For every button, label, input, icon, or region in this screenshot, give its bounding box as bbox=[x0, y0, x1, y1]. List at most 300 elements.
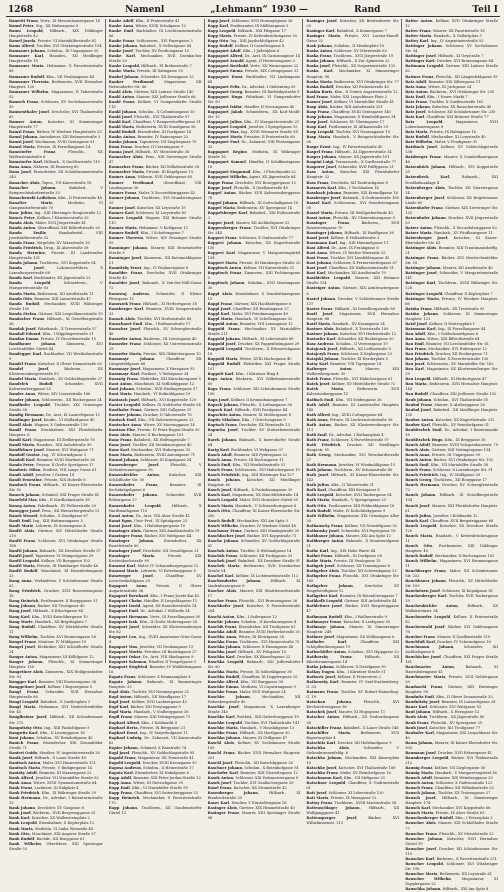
directory-entry: Rausch Josef, Hilfsarb., XI Simmeringer Hauptstr. 174 bbox=[405, 796, 498, 806]
directory-entry: Ratzenberger Josef, Schlosser, XX Brigittenauer Lände 60 bbox=[405, 195, 498, 205]
directory-entry: Raschel Karl, Kellner, IX Lichtensteinstraße 112 bbox=[207, 574, 299, 579]
directory-entry: Rappold Josef, Drucker, XX Pappenheimgasse 29 bbox=[207, 342, 300, 346]
directory-entry: Rauchfuß Karl, Drucker, IV Schwindgasse 16 bbox=[405, 639, 491, 644]
directory-entry: Ratzer Anton, Fleischh., X Siccardsburggasse 82 bbox=[405, 225, 497, 230]
directory-entry: Ramel Josefa, Private, VI Mariahilferstraße 61 bbox=[9, 39, 97, 44]
directory-entry: Raschner Johann, Schuhm., X Rotenhofgasse 81 bbox=[207, 765, 299, 770]
directory-entry: Rantsch Emil, Kfm., VII Siebensterngasse 22 bbox=[108, 417, 194, 422]
directory-entry: Rathei Franz, Hilfsarb., XI Dorfgasse 60 bbox=[306, 553, 382, 558]
directory-entry: Rank Maria, Modistin, VI Linke Wienzeile 48 bbox=[9, 826, 94, 831]
directory-entry: Rath Wilhelm, Magazineur, XIX Grinzinger Allee 30 bbox=[306, 513, 400, 523]
directory-entry: Randegger Karl, Buchhalter, VII Westbahnstraße 9 bbox=[9, 352, 103, 362]
directory-entry: Ranacher Alois, Tapez., VII Kaiserstraße 18 bbox=[9, 180, 92, 185]
directory-entry: Raspe Ernst, Ing., IV Favoritenstraße 40 bbox=[306, 145, 383, 150]
directory-entry: Ranseder Maria, Private, XIX Obkirchergasse 10 bbox=[108, 352, 201, 357]
directory-entry: Ranner Leopold, Wagner, XXI Brünner Straße 110 bbox=[108, 215, 202, 225]
directory-entry: Rasel Franz, Kutscher, XX Stromstraße 43 bbox=[207, 786, 287, 791]
directory-entry: Rann Franz, Drucker, II Czerningasse 9 bbox=[108, 145, 184, 150]
directory-entry: Rassbach Johann, Beamter, XIX Kreindlgasse 16 bbox=[306, 190, 398, 195]
directory-entry: Rath Karl, Chauffeur, XXI Kretzgasse 6 bbox=[306, 488, 380, 493]
directory-entry: Randeleh Rudolf, Schneider, XVII Kalvarienberggasse 33 bbox=[9, 382, 103, 392]
directory-entry: Rapatz Franz, Schlosser, X Reumannplatz 8 bbox=[108, 675, 191, 680]
directory-entry: Rattinger Johann, Schlosser, XV Sechshauser Str. 54 bbox=[405, 44, 498, 54]
directory-entry: Ratkay Eugen, Kfm., I Kärntner Straße 51 bbox=[306, 670, 386, 675]
directory-entry: Rangl Leopold, Bahnbed., X Quellenplatz 3 bbox=[9, 700, 91, 705]
directory-entry: Raska Franz, Tischlerm., XVII Jörgerstraße 19 bbox=[306, 54, 394, 59]
directory-entry: Rasteiger Anton, Gärtner, XIX Armbrustergasse 8 bbox=[306, 286, 400, 296]
directory-entry: Rassinger Johann, Hilfsarb., XI Hauffgasse 36 bbox=[306, 230, 394, 235]
directory-entry: Raser Karl, Drucker, V Einsiedlergasse 18 bbox=[207, 801, 287, 806]
directory-entry: Ratzmann Karl, Ing., IX Porzellangasse 44 bbox=[405, 326, 486, 331]
directory-entry: Ratajczak Josef, Hilfsarb., XX Leithastraße 8 bbox=[306, 347, 391, 352]
directory-entry: Raschbacher Josef, Bäcker, XVI Koppstraße 71 bbox=[207, 533, 297, 538]
directory-entry: Rau Josef, Schlosserm., XV Mariahilfer Str. 162 bbox=[405, 362, 494, 367]
directory-entry: Ramsl Maria, Private, IX Porzellangasse 14 bbox=[9, 145, 91, 150]
directory-entry: Ratzesberger Josef, Kutscher, XI Kaiser-Ebersdorfer Str. 61 bbox=[405, 236, 498, 246]
directory-entry: Raschka Adolf, Beamter, XVIII Herbeckstraße 20 bbox=[207, 629, 300, 634]
directory-entry: Ratay Karl, Beamter, VIII Tigergasse 14 bbox=[306, 362, 382, 367]
directory-entry: Ranthaler Franz, Gärtner, XIII Gallgasse 31 bbox=[108, 407, 192, 412]
directory-entry: Rappaport Max, Ing., XVIII Weimarer Straße 58 bbox=[207, 130, 298, 135]
directory-entry: Ranizky Adolf, Beamter, III Marxergasse 22 bbox=[9, 770, 92, 775]
directory-entry: Ranner Rudolf, Kfm., I Schottengasse 7 bbox=[108, 230, 184, 235]
directory-entry: Raunig Franz, Kellner, VII Zieglergasse 56 bbox=[405, 765, 486, 770]
directory-entry: Ranzenhofer Johann, Schneider, XVII Rötzergasse 27 bbox=[108, 493, 202, 503]
directory-entry: Ranscher Josef, Fleischh., XV Schweglerstraße 46 bbox=[108, 326, 202, 336]
directory-entry: Ratz Adolf, Beamter, XIX Silbergasse 11 bbox=[405, 79, 481, 84]
directory-entry: Ratscher Anton, Hilfsarb., XX Gerhardusgasse 28 bbox=[306, 715, 400, 725]
directory-entry: Raschl Josef, Fleischh., XII Ratschkygasse 26 bbox=[207, 760, 293, 765]
directory-entry: Ranftl Josef, Tapezierer, VI Stumpergasse 29 bbox=[9, 553, 94, 558]
directory-entry: Rasporer Josef, Schneider, XVII Palffygasse 21 bbox=[306, 165, 394, 170]
directory-entry: Rast Anna, Witwe, IV Rechte Wienzeile 25 bbox=[306, 251, 386, 256]
directory-entry: Ratzinger Alois, Beamter, XIII Trauttmansdorffg. 21 bbox=[405, 246, 498, 256]
directory-entry: Ranke Adolf, Kfm., II Praterstraße 41 bbox=[108, 19, 180, 23]
directory-entry: Rastner Johann, Kutscher, XVI Herbststraße 12 bbox=[306, 331, 397, 336]
directory-entry: Rarek Johann, Bahnarb., X Inzersdorfer Straße 64 bbox=[207, 437, 301, 447]
directory-entry: Rasper Johann, Maurer, XX Jägerstraße 101 bbox=[306, 155, 390, 160]
directory-entry: Raschka Anna, Witwe, III Kleistgasse 28 bbox=[207, 634, 285, 639]
directory-entry: Ratschka Johann, Mechaniker, XXI Kinzerplatz 10 bbox=[306, 755, 400, 765]
directory-entry: Ranftl Maria, Private, III Hainburger Straße 46 bbox=[9, 564, 99, 569]
directory-entry: Rank Wilhelm, Oberlehrer, XIII Speisinger Straße 53 bbox=[9, 841, 103, 851]
directory-entry: Ratschitz Karl, Drucker, XII Hufelandgasse 9 bbox=[306, 740, 392, 745]
directory-entry: Rapaport Anna, Private, II Obere Augartenstraße 36 bbox=[108, 584, 202, 594]
directory-entry: Rattey Karl, Ing., IV Argentinierstraße 55 bbox=[405, 39, 484, 44]
directory-entry: Rasch Adolf, Beamter, XIX Pyrkergasse 22 bbox=[207, 453, 288, 458]
directory-entry: Raumann Josef, Drucker, XVII Rötzergasse 41 bbox=[405, 750, 493, 755]
directory-entry: Rattinger Josef, Hilfsarb., XI Geystraße 7 bbox=[405, 54, 484, 59]
directory-entry: Ratz Leopold, Magazineur, XVII Lobenhauerngasse 9 bbox=[405, 119, 498, 129]
directory-entry: Rappert Franz, Schlosser, X Gudrunstraße 77 bbox=[207, 236, 294, 241]
directory-entry: Rastorfer Karl, Schneider, XII Ruckergasse 50 bbox=[306, 336, 394, 341]
directory-entry: Raschl Alois, Kellner, XV Sechshauser Straße 100 bbox=[207, 740, 301, 750]
directory-entry: Rattinger Karl, Drucker, XVI Brunnengasse 84 bbox=[405, 59, 494, 64]
directory-entry: Rang Wilhelm, Tischler, XVI Brunnengasse 58 bbox=[9, 634, 96, 639]
directory-entry: Rasp Leopold, Tischler, XVI Nauseagasse 10 bbox=[306, 130, 390, 135]
directory-entry: Raska Rudolf, Drucker, XII Eichenstraße 43 bbox=[306, 84, 389, 89]
directory-entry: Rasinger Karl, Bahnbed., X Kennergasse 7 bbox=[306, 29, 387, 34]
directory-entry: Ransmayr Karl, Postbed., V Wehrgasse 24 bbox=[108, 372, 189, 377]
directory-entry: Raps Franz, Schlosser, XII Schönbrunner Straße 190 bbox=[207, 387, 301, 397]
directory-entry: Ramsauer Rudolf, Kfm., VII Neubaugasse 44 bbox=[9, 74, 95, 79]
directory-entry: Randl Karl, Magazineur, III Erdbergstraße 78 bbox=[9, 437, 95, 442]
directory-entry: Rappold Johann, Hilfsarb., XI Leberstraße 68 bbox=[207, 336, 294, 341]
directory-entry: Ratz Maria, Private, IX Hahngasse 16 bbox=[405, 130, 477, 135]
directory-entry: Ranner Josef, Kutscher, XX Leystraße 19 bbox=[108, 205, 186, 210]
directory-entry: Rathauscky Franz, Kellner, VII Neustiftgasse 92 bbox=[306, 523, 398, 528]
directory-entry: Ranzenberger Josef, Fleischh., V Siebenbrunnengasse 58 bbox=[108, 463, 202, 473]
directory-entry: Ranz Maria, Bedienerin, XVIII Antonigasse 71 bbox=[108, 453, 196, 458]
directory-entry: Rant Maria, Handarb., VI Hofmühlgasse 19 bbox=[108, 392, 191, 397]
directory-entry: Rasek Anton, Schlosser, XXI Holzmeistergasse 8 bbox=[207, 776, 299, 781]
directory-entry: Raphael Ernst, Ing., IV Mayerhofgasse 11 bbox=[108, 730, 188, 735]
directory-entry: Rappl Karl, Maler, XVI Friedmanngasse 49 bbox=[207, 311, 289, 316]
directory-entry: Rauch Emil, Kfm., VII Mariahilfer Straße 58 bbox=[405, 463, 489, 468]
directory-entry: Ranzi Josef, Kfm., I Habsburgergasse 10 bbox=[108, 523, 185, 528]
directory-entry: Rast Karl, Mechaniker, XII Arndtstraße 79 bbox=[306, 271, 386, 276]
directory-entry: Rassi Anton, Fleischh., XV Clementinengasse 9 bbox=[306, 215, 395, 220]
directory-entry: Rant Anton, Maschinist, XI Sedlitzkygasse 12 bbox=[108, 382, 195, 387]
directory-entry: Rathofer Karl, Chauffeur, XXI Schöpfleuthnergasse 19 bbox=[306, 639, 400, 649]
directory-entry: Ranna Josef, Hilfsarb., XV Meiselstraße 38 bbox=[108, 150, 190, 155]
directory-entry: Ranc Julius, Ing., XIII Hietzinger Hauptstraße 12 bbox=[9, 210, 102, 215]
directory-entry: Rancic Peter, Kellner, I Kärntnerstraße 29 bbox=[9, 215, 89, 220]
directory-entry: Ranker Ferdinand, Magazineur, XII Hetzendorfer Str. 86 bbox=[108, 79, 202, 89]
part-label: Teil I bbox=[472, 5, 498, 15]
directory-entry: Rappl Maria, Handarb., IV Schelleingasse 32 bbox=[207, 316, 293, 321]
directory-entry: Rauber Karl, Fleischh., XV Reindorfgasse 31 bbox=[405, 422, 490, 427]
directory-entry: Rangl Franz, Schneider, XVII Hernalser Hauptstraße 66 bbox=[9, 690, 103, 700]
directory-entry: Rasinger Josef, Kutscher, XII Breitenfurter Str. 20 bbox=[306, 19, 400, 29]
directory-entry: Rasch Anna, Private, III Rochusgasse 11 bbox=[207, 458, 284, 463]
directory-entry: Rani Johann, Schuhm., XV Reindorfgasse 40 bbox=[9, 735, 93, 740]
directory-entry: Rappaport Hugo, Fabrikant, VI Gumpendorfer Str. 50 bbox=[207, 94, 301, 104]
directory-entry: Rankl Alois, Gärtner, XIII Lainzer Straße 140 bbox=[108, 89, 194, 94]
directory-entry: Rappaport Jakob, Schneiderm., XX Karl-Meißl-Str. 13 bbox=[207, 109, 301, 119]
directory-entry: Rascher Alois, Maurer, XXI Shuttleworthstraße 17 bbox=[207, 589, 301, 599]
directory-entry: Rannacher Franz, Bäcker, XII Wilhelmstraße 28 bbox=[108, 165, 200, 170]
directory-entry: Rapf Maria, Handarb., V Stolberggasse 36 bbox=[108, 710, 189, 715]
directory-page bbox=[6, 4, 500, 892]
column-2 bbox=[105, 19, 204, 816]
directory-entry: Rasp Johann, Magazineur, X Humboldtgasse 34 bbox=[306, 114, 396, 119]
directory-entry: Ranoszek Franz, Hilfsarb., XI Herbortgasse 18 bbox=[108, 301, 197, 306]
directory-entry: Ranftl Johann, Bahnarb., XX Dresdner Straße 57 bbox=[9, 548, 101, 553]
directory-entry: Ranek Wenzel, Schuhm., X Davidgasse 67 bbox=[9, 513, 89, 518]
directory-entry: Ratschke Josef, Kutscher, XVI Thaliastraße 188 bbox=[306, 765, 396, 770]
column-5 bbox=[401, 19, 500, 892]
directory-entry: Randa Anton, Oberoffizial, XIX Billrothstraße 28 bbox=[9, 225, 100, 230]
directory-entry: Ratzenhofer Franz, Gärtner, XIX Sieveringer Str. 132 bbox=[405, 205, 498, 215]
directory-entry: Ramsl Johann, Amtsdiener, XXI Brünnerstraße 3 bbox=[9, 135, 101, 140]
directory-entry: Rapper Josef, Maurer, XII Aichholzgasse 52 bbox=[207, 220, 290, 225]
directory-entry: Rank Alfred, Juwelier, VII Mariahilfer Straße 82 bbox=[9, 776, 99, 781]
directory-entry: Ransch Alois, Tischler, XVI Herbststraße 88 bbox=[108, 316, 192, 321]
directory-entry: Raudnitz Emil, Kfm., II Obere Donaustraße 33 bbox=[405, 695, 493, 700]
directory-entry: Rastel Johann, Drucker, V Schönbrunner Straße 137 bbox=[306, 296, 400, 306]
directory-entry: Rangwitz Karl, Kfm., II Lessinggasse 16 bbox=[9, 730, 85, 735]
directory-entry: Ranz Karl, Mechaniker, XVI Hubergasse 33 bbox=[108, 447, 191, 452]
directory-entry: Raphael Alfred, Kfm., I Kohlmarkt 8 bbox=[108, 720, 178, 725]
directory-entry: Rapp Otto, Ing., XIII Jagdschloßgasse 42 bbox=[207, 39, 284, 44]
directory-entry: Rausch Adolf, Beamter, XIX Weinberggasse 30 bbox=[405, 776, 493, 781]
directory-entry: Rath Josef, Hilfsarb., XI Kaiser-Ebersdorfer Str. 143 bbox=[306, 473, 400, 483]
directory-entry: Rank Josef, Bäckerm., XVII Bergsteiggasse 25 bbox=[9, 811, 96, 816]
directory-entry: Raschko Johann, Maurer, XI Grillgasse 47 bbox=[207, 735, 288, 740]
directory-entry: Raschek Maria, Bedienerin, XVII Dornbacher Straße 54 bbox=[207, 564, 301, 574]
directory-entry: Rapaport Max, Juwelier, VII Neubaugasse 19 bbox=[108, 644, 194, 649]
directory-entry: Ratt Maria, Private, IX Wasagasse 12 bbox=[306, 796, 377, 801]
directory-entry: Randa Friedrich, Drog., IX Alserstraße 39 bbox=[9, 246, 89, 251]
directory-entry: Rassl Josef, Kellner, II Hollandstraße 3 bbox=[306, 236, 380, 241]
section-right: Rand bbox=[354, 5, 381, 15]
directory-entry: Randa Emilie, Handarbeitsl., VIII Josefstädterstraße 52 bbox=[9, 230, 103, 241]
directory-entry: Rauch Otto, Postbeamter, XIX Döblinger Hauptstr. 40 bbox=[405, 543, 498, 553]
directory-entry: Rappel Johann, Hilfsarb., XI Gottschalkgasse 10 bbox=[207, 200, 299, 205]
directory-entry: Rasche Johann, Schneider, XV Goldschlagstraße 61 bbox=[207, 538, 301, 548]
directory-entry: Ratz Emil, Kfm., I Neuer Markt 7 bbox=[405, 94, 468, 99]
directory-entry: Ranner Theresia, Witwe, XIV Penzinger Straße 55 bbox=[108, 236, 202, 246]
directory-entry: Rappaport Felix, Dr., Advokat, I Stubenring 20 bbox=[207, 84, 296, 89]
directory-entry: Rathgeber Franz, Fleischh., XVI Ottakringer Str. 160 bbox=[306, 574, 400, 584]
directory-entry: Rasch Josef, Hilfsarb., X Puchsbaumgasse 30 bbox=[207, 488, 293, 493]
directory-entry: Rankl Rudolf, Eisendreher, XI Dorfgasse 14 bbox=[108, 130, 192, 135]
directory-entry: Ratka Johann, Schlosser, X Davidgasse 90 bbox=[306, 665, 386, 669]
directory-entry: Raucheisen Josef, Schlosser, XI Kopalgasse 61 bbox=[405, 589, 494, 594]
directory-entry: Rapucha Josef, Tischler, XV Stutterheimstraße 24 bbox=[207, 427, 301, 437]
directory-entry: Raptsch Franz, Drechsler, XX Wexstraße 13 bbox=[207, 422, 290, 427]
directory-entry: Ratschka Alois, Schneider, V Siebenbrunnenfeldg. 6 bbox=[306, 745, 400, 755]
directory-entry: Rapp Rudolf, Kellner, II Castellezgasse 8 bbox=[207, 44, 285, 49]
directory-entry: Rass Anton, Kutscher, XXI Floridsdorfer Hauptstr. 32 bbox=[306, 170, 400, 180]
directory-entry: Ranieri Guido, Musiker, IV Argentinierstraße 28 bbox=[9, 750, 100, 755]
directory-entry: Rannacher Alois, Pens., XIX Sieveringer Straße 47 bbox=[108, 155, 202, 165]
directory-entry: Rapp Maria, Private, IV Kettenbrückengasse 20 bbox=[207, 34, 297, 39]
directory-entry: Rana Anna, Näherin, III Rennweg 60 bbox=[9, 165, 79, 170]
directory-entry: Rauh Josef, Kutscher, XII Tivoligasse 77 bbox=[405, 725, 481, 730]
directory-entry: Rastl Maria, Handarb., XV Kranzgasse 24 bbox=[306, 321, 385, 326]
directory-entry: Ranech Johann, Schmied, XXI Prager Straße 45 bbox=[9, 493, 100, 498]
directory-entry: Randt Ernestine, Private, XIX Hofzeile 8 bbox=[9, 478, 86, 483]
directory-entry: Rantscher Anna, Witwe, XV Moeringgasse 14 bbox=[108, 422, 195, 427]
directory-entry: Rappe Franz, Drechsler, XVI Roseggergasse 12 bbox=[207, 180, 296, 185]
directory-entry: Rapotz Karl, Eisendreher, XI Hakelgasse 6 bbox=[108, 770, 189, 775]
directory-entry: Rappaport Adolf, Kfm., I Judenplatz 6 bbox=[207, 49, 280, 54]
directory-entry: Ranner Johann, Tischlerm., XVI Grundsteingasse 35 bbox=[108, 195, 202, 205]
directory-entry: Rau Anna, Witwe, XIX Billrothstraße 64 bbox=[405, 336, 480, 341]
directory-entry: Rappaport Ernst, Buchhalter, VII Lindengasse 48 bbox=[207, 74, 301, 84]
directory-entry: Rasinger Maria, Private, XVI Lorenz-Mandl-Gasse 33 bbox=[306, 34, 400, 44]
directory-entry: Rappold Anton, Beamter, VIII Lenaugasse 12 bbox=[207, 321, 293, 326]
directory-entry: Rauhofer Karl, Magazineur, XXI Leopoldauer Str. 40 bbox=[405, 730, 498, 740]
directory-entry: Rauch Josef, Maurer, XXI Floridsdorfer Hauptstr. 61 bbox=[405, 503, 498, 513]
directory-entry: Rappaport Alfred, Dr., Arzt, IX Garnisongasse 14 bbox=[207, 54, 300, 59]
directory-entry: Ratter Maria, Handarb., X Gellertplatz 3 bbox=[405, 34, 482, 39]
directory-entry: Ratschko Franz, Maler, XV Reindorfgasse 16 bbox=[306, 770, 391, 775]
directory-entry: Rappert Maria, Private, III Hainburger Straße 20 bbox=[207, 261, 301, 266]
directory-entry: Rappe Josef, Fleischh., X Quellenstraße 40 bbox=[207, 185, 288, 190]
directory-entry: Randa Otto, Beamter, XIII Lainzerstraße 47 bbox=[9, 296, 91, 301]
directory-entry: Rath Hermann, Juwelier, VI Windmühlgasse 15 bbox=[306, 463, 396, 468]
directory-entry: Rausch Johann, Tischler, XX Traisengasse 27 bbox=[405, 791, 491, 796]
directory-entry: Rappaport Georg, Beamter, III Radetzkystraße 9 bbox=[207, 89, 300, 94]
directory-entry: Rametti Franz, Vertr., XI Messenhausergasse 14 bbox=[9, 19, 100, 23]
directory-entry: Rangnitzky Otto, Ing., XIII Fasholdgasse 9 bbox=[9, 725, 90, 730]
directory-entry: Ranftl Rudolf, Maschinist, XI Hasenleitengasse 23 bbox=[9, 569, 103, 579]
directory-entry: Rando Peter, Friseur, II Große Sperlgasse 17 bbox=[9, 463, 94, 468]
directory-entry: Ransberger Karl, Beamter, XVIII Semperstraße 33 bbox=[108, 306, 202, 316]
directory-entry: Rappl Alois, Eisenbahner, X Sonnleithnergasse 15 bbox=[207, 291, 301, 301]
directory-entry: Rauber Anton, Kutscher, XX Engerthstraße 212 bbox=[405, 417, 495, 422]
directory-entry: Raschke Leopold, Tischler, XVI Thaliastraße 141 bbox=[207, 720, 300, 725]
directory-entry: Rappaport Emma, Private, XIX Cottagegasse 31 bbox=[207, 69, 299, 74]
directory-entry: Rapschitz Anton, Maurer, XI Molitorgasse 8 bbox=[207, 412, 291, 417]
directory-entry: Rapaport Isak, Kfm., II Große Mohrengasse 28 bbox=[108, 619, 198, 624]
directory-entry: Rangger Karl, Beamter, VIII Piaristengasse 36 bbox=[9, 680, 97, 685]
directory-entry: Ranseder Anton, Bäckerm., III Löwengasse 40 bbox=[108, 336, 197, 341]
directory-entry: Rausch Anton, Schlosser, X Gudrunstraße 123 bbox=[405, 781, 493, 786]
directory-entry: Rath Johann, Tischlerm., XV Schanzstraße 40 bbox=[306, 468, 393, 473]
directory-entry: Randa Karl, Buchbinder, XX Jägerstraße 22 bbox=[9, 276, 91, 281]
directory-entry: Rappaport Paul, Dr., Zahnarzt, VIII Florianigasse 33 bbox=[207, 140, 301, 150]
directory-entry: Randoll Karl, Beamter, XVIII Martinstraße 26 bbox=[9, 458, 95, 463]
directory-entry: Randacher Franz, Hilfsarb., XI Geiselbergstraße 36 bbox=[9, 316, 103, 326]
directory-entry: Ranke Karl, Mechaniker, XVII Dornbacher Straße 29 bbox=[108, 54, 202, 64]
directory-entry: Ratschmann Karl, Kfm., VII Stiftgasse 21 bbox=[306, 776, 386, 781]
directory-entry: Rankel Johann, Schneider, XX Denisgasse 33 bbox=[108, 74, 194, 79]
directory-entry: Ratajczyk Franz, Schlosser, X Keplergasse 23 bbox=[306, 352, 392, 357]
directory-entry: Rauchmann Johann, Schneider, XII Aichholzgasse 8 bbox=[405, 644, 498, 654]
directory-entry: Ranftl Alois, Gärtner, XIV Hütteldorfer Straße 210 bbox=[9, 528, 103, 538]
directory-entry: Raschke Josef, Magazineur, X Laxenburger Straße 140 bbox=[207, 705, 301, 715]
directory-entry: Raska Maria, Bedienerin, XVI Ottakringer Str. 77 bbox=[306, 79, 399, 84]
directory-entry: Rankl Maria, Bedienerin, XVIII Staudgasse 56 bbox=[108, 124, 196, 129]
directory-entry: Rasp Maria, Handarb., V Reinprechtsdorfer Str. 56 bbox=[306, 135, 400, 145]
directory-entry: Rank Johann, Drechsler, XV Gasgasse 8 bbox=[9, 806, 84, 811]
directory-entry: Rantner Johann, Drucker, II Taborstraße 76 bbox=[108, 412, 192, 417]
directory-entry: Raschko Franz, Hilfsarb., XX Hartlgasse 30 bbox=[207, 730, 290, 735]
directory-entry: Rapaport Bernhard, Kfm., I Franz-Josefs-Kai 43 bbox=[108, 594, 200, 599]
directory-entry: Rasch Franz, Schlosserm., XVI Habichergasse 19 bbox=[207, 468, 300, 473]
directory-entry: Rapp Heinrich, Mechaniker, X Favoritenstraße 170 bbox=[108, 796, 202, 806]
directory-entry: Rapatz Johann, Bahnarb., XI Simmeringer Hauptstr. 33 bbox=[108, 680, 202, 690]
directory-entry: Raschka Maria, Private, IX Sobieskigasse 36 bbox=[207, 670, 292, 675]
directory-entry: Ratzer Maria, Handarb., XV Fünfhausgasse 11 bbox=[405, 230, 493, 235]
directory-entry: Rantzau Else, Private, IV Prinz-Eugen-Straße 30 bbox=[108, 427, 200, 432]
directory-entry: Rappaport Samuel, Händler, II Schiffamtsgasse 18 bbox=[207, 160, 301, 170]
directory-entry: Rath Otto, Postbeamter, XIII Feldmühlgasse 18 bbox=[306, 503, 395, 508]
directory-entry: Raschke Franz, Maler, XVII Wattgasse 24 bbox=[207, 690, 286, 695]
directory-entry: Rast Johann, Schlosser, X Pernerstorfergasse 67 bbox=[306, 261, 398, 266]
directory-entry: Rappaport Arnold, Agent, II Herminengasse 3 bbox=[207, 59, 295, 64]
directory-entry: Rappl Franz, Gärtner, XIX Hackhofergasse 6 bbox=[207, 301, 291, 306]
directory-entry: Ratzenhofer Johann, Drucker, XVII Jörgerstraße 53 bbox=[405, 215, 498, 225]
directory-entry: Rath Adolf, Beamter, III Landstraßer Hauptstr. 148 bbox=[306, 402, 400, 412]
directory-entry: Raps Anton, Bäckerm., XVI Wilhelminenstraße 60 bbox=[207, 377, 301, 387]
directory-entry: Ratkowsky Karl, Beamter, IV Graf-Starhemberg-G. 33 bbox=[306, 680, 400, 690]
directory-entry: Rangel Josef, Elektriker, XXI Schloßhofer Straße 24 bbox=[9, 644, 103, 654]
directory-entry: Ramsl Peter, Stg., XX Hafnergasse 9 bbox=[9, 24, 79, 29]
directory-entry: Ratek Josef, Kellner, XV Hütteldorfer Straße 72 bbox=[306, 382, 396, 387]
directory-entry: Raschke Alfred, Kfm., VII Burggasse 38 bbox=[207, 680, 283, 685]
directory-entry: Rasch Friedrich, Ing., XIII Hietzinger Kai 127 bbox=[207, 473, 294, 478]
directory-entry: Rang Marie, Handarb., XX Brigittaplatz 7 bbox=[9, 619, 88, 624]
directory-entry: Rath Anton, Bäcker, XX Klosterneuburger Str. 111 bbox=[306, 422, 400, 432]
directory-entry: Rattner Franz, Fleischh., XII Längenfeldgasse 39 bbox=[405, 74, 498, 79]
directory-entry: Rasch Johann, Kutscher, XII Meidlinger Hauptstr. 60 bbox=[207, 478, 301, 488]
directory-entry: Rapaport Siegfried, Beamter, IV Wohllebengasse 16 bbox=[108, 665, 202, 675]
directory-entry: Rapf Karl, Bäcker, XXI Freytaggasse 9 bbox=[108, 705, 181, 710]
directory-entry: Rappaport Regine, Modistin, IX Währinger Straße 16 bbox=[207, 150, 301, 160]
directory-entry: Rauer Karl, Schlosser, XVI Wattgasse 92 bbox=[405, 705, 482, 710]
directory-entry: Ratz Wilhelm, Maler, V Fendigasse 31 bbox=[405, 140, 478, 145]
directory-entry: Raschke Maria, Handarb., V Hauslabgasse 13 bbox=[207, 725, 295, 730]
directory-entry: Rappolt Karl, Kfm., I Kärntner Ring 4 bbox=[207, 372, 279, 377]
directory-entry: Rath Leopold, Kutscher, XVII Taubergasse 54 bbox=[306, 493, 392, 498]
directory-entry: Rappert Johann, Kutscher, XX Engerthstraße 150 bbox=[207, 241, 301, 251]
directory-entry: Rattenschlager Johann, Hilfsarb., XII Wolfganggasse 41 bbox=[306, 806, 400, 816]
directory-entry: Raspel Franz, Hilfsarb., XI Zippererstraße 14 bbox=[306, 150, 392, 155]
directory-entry: Ranik Josef, Hilfsarb., X Laaer Straße 49 bbox=[9, 755, 86, 760]
directory-entry: Ranzweger Josef, Chauffeur, XV Loeschenkohlgasse 29 bbox=[108, 574, 202, 584]
directory-entry: Raskin Boris, Kfm., II Untere Augartenstraße 12 bbox=[306, 89, 398, 94]
directory-entry: Randl Maria, Hausbes., XIII Auhofstraße 90 bbox=[9, 442, 92, 447]
directory-entry: Rauchenbichler Anton, Hilfsarb., XX Wallensteinstr. 34 bbox=[405, 604, 498, 614]
directory-entry: Ratschiller Maria, Bedienerin, XVII Rupertusplatz 4 bbox=[306, 730, 400, 740]
directory-entry: Ranftl Leopold, Kellner, VII Burggasse 102 bbox=[9, 559, 91, 564]
directory-entry: Raubitschek Emil, Dr., Advokat, I Bauernmarkt 18 bbox=[405, 427, 498, 437]
directory-entry: Ranschaert Emil, Kfm., I Rathausstraße 17 bbox=[108, 321, 191, 326]
directory-entry: Ranko Johann, Tapezierer, VII Zieglergasse 70 bbox=[108, 140, 197, 145]
directory-entry: Rappaport Julius, Kfm., IV Margaretenstraße 21 bbox=[207, 119, 300, 124]
directory-entry: Rant Johann, Schuhm., XVII Haslingergasse 37 bbox=[108, 387, 198, 392]
directory-entry: Ratmann Franz, Tischler, XV Robert-Hamerling-G. 19 bbox=[306, 690, 400, 700]
directory-entry: Rapold Franz, Magazineur, XX Treustraße 41 bbox=[108, 755, 194, 760]
directory-entry: Ranftl Franz, Schlosser, XVI Ottakringer Straße 188 bbox=[9, 538, 103, 548]
directory-entry: Randinger Josef, Kaufm., VI Mollardgasse 40 bbox=[9, 417, 95, 422]
directory-entry: Rath Maria, Handarb., V Spengergasse 23 bbox=[306, 498, 387, 503]
header-center bbox=[125, 5, 380, 15]
directory-entry: Rappersberger Franz, Tischler, XVI Ottakringer Str. 244 bbox=[207, 225, 301, 235]
directory-entry: Rapaport Emil, Dr., Advokat, I Wollzeile 24 bbox=[108, 609, 190, 614]
directory-entry: Rapsch Johann, Fleischh., X Leibnizgasse 56 bbox=[207, 402, 292, 407]
directory-entry: Rasch Rudolf, Mechaniker, XXI Am Spitz 3 bbox=[207, 518, 288, 523]
directory-entry: Rannacher Maria, Private, III Kegelgasse 15 bbox=[108, 170, 194, 175]
directory-entry: Rapaport Leo, Ing., XVIII Anastasius-Grün-Gasse 4 bbox=[108, 634, 202, 644]
directory-entry: Rath Julius, Kfm., II Taborstraße 31 bbox=[306, 483, 374, 488]
directory-entry: Rapp Anna, Witwe, III Dietrichgasse 39 bbox=[108, 781, 183, 786]
directory-entry: Rausch Franz, Chauffeur, XII Wilhelmstraße 62 bbox=[405, 786, 494, 791]
directory-entry: Rast Josef, Chauffeur, XX Wallensteinstraße 51 bbox=[306, 266, 394, 271]
directory-entry: Randak Josef, Fabriksarb., X Triesterstraße 57 bbox=[9, 326, 97, 331]
directory-entry: Rang Karl, Kfm., XVIII Kutschkergasse 10 bbox=[9, 614, 88, 619]
directory-entry: Ranitsch Anton, Maler, XVI Hasnerstraße 121 bbox=[9, 760, 96, 765]
directory-entry: Ratajski Johann, Tischler, XI Herderplatz 5 bbox=[306, 357, 388, 362]
directory-entry: Randa Maria, Bedienerin, XII Arndtstraße 11 bbox=[9, 291, 94, 296]
directory-entry: Rauscher Leopold, Schlosser, XVI Ottakringer Str. 198 bbox=[405, 861, 498, 871]
directory-entry: Ranachowski Ladislaus, Kfm., II Praterstraße 48 bbox=[9, 195, 102, 200]
directory-entry: Ranger Johann, Fleischh., XI Simmeringer Hauptstr. 150 bbox=[9, 659, 103, 669]
directory-entry: Ramsauer Theresia, Bedienerin, XVII Hernalser Hauptstr. 120 bbox=[9, 79, 103, 89]
directory-entry: Rankl Josef, Fleischh., XVI Thaliastraße 97 bbox=[108, 114, 190, 119]
directory-entry: Rankl Anton, Maurer, XXI Jedleseer Straße 66 bbox=[108, 94, 196, 99]
directory-entry: Rasner Josef, Kellner, VI Mariahilfer Straße 41 bbox=[306, 99, 395, 104]
directory-entry: Rauch Hermann, Drucker, XV Schweglerstraße 72 bbox=[405, 483, 498, 493]
directory-entry: Ratz Anna, Witwe, III Juchgasse 24 bbox=[405, 84, 472, 89]
directory-entry: Rauh Franz, Fleischh., XV Sperrgasse 29 bbox=[405, 720, 483, 725]
directory-entry: Raschke Johann, Mechaniker, XII Hohenbergstraße 40 bbox=[207, 695, 301, 705]
